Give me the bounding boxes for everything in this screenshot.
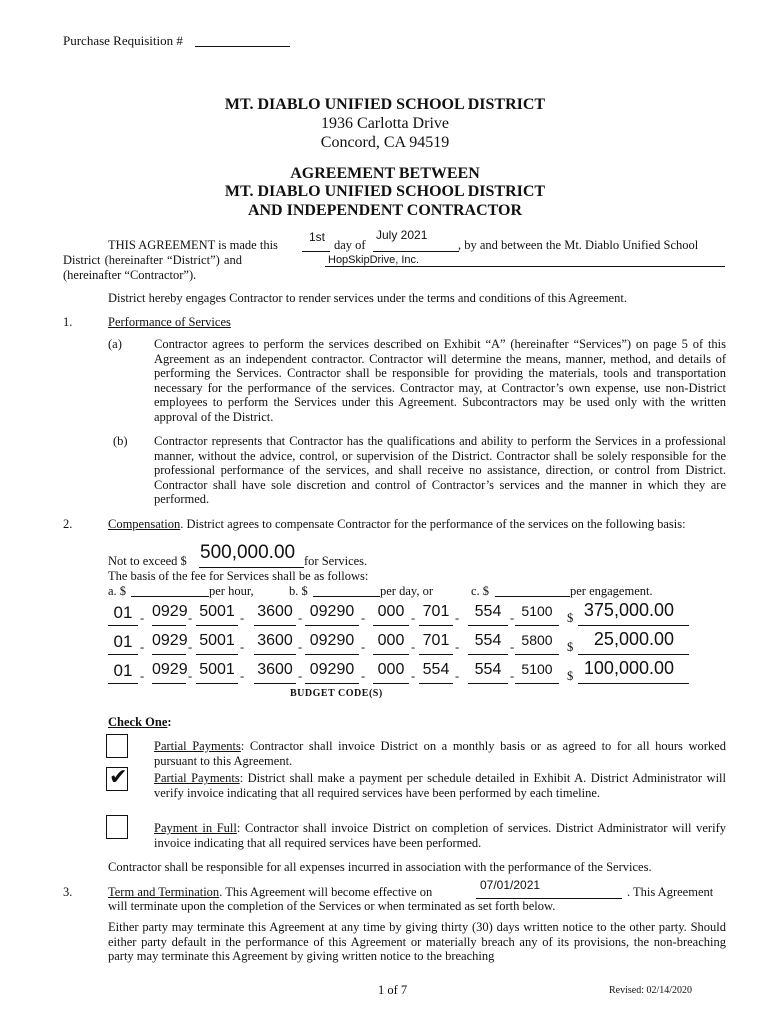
option-c-suffix: per engagement. <box>570 584 653 598</box>
budget-code-segment[interactable]: 3600 <box>257 603 293 620</box>
budget-separator: - <box>188 669 193 683</box>
section1a-text: Contractor agrees to perform the services described on Exhibit “A” (hereinafter “Services”) on page 5 of this Agreement as an independent contractor. Contractor will determine the means, manner, method, and details of performing the Services. Contractor shall be responsible for providing the materials, tools and transportation necessary for the performance of the services. Contractor may, at Contractor’s own expense, use non-District employees to perform the Services under this Agreement. Subcontractors may be used only with the written approval of the District. <box>154 337 726 424</box>
budget-code-segment[interactable]: 5100 <box>521 603 553 619</box>
budget-segment-line <box>305 683 359 684</box>
budget-segment-line <box>419 683 453 684</box>
budget-segment-line <box>254 654 296 655</box>
checkmark-icon: ✔ <box>109 765 128 790</box>
section1-heading: Performance of Services <box>108 315 231 329</box>
budget-segment-line <box>419 625 453 626</box>
budget-code-segment[interactable]: 701 <box>422 603 450 620</box>
budget-code-segment[interactable]: 0929 <box>152 661 188 678</box>
budget-code-segment[interactable]: 3600 <box>257 661 293 678</box>
section3-text-4: Either party may terminate this Agreement at any time by giving thirty (30) days written notice to the other party. Should either party default in the performance of this Agreement or materially breach any of its provisions, the non-breaching party may terminate this Agreement by giving written notice to the breaching <box>108 920 726 963</box>
budget-segment-line <box>468 683 508 684</box>
budget-code-segment[interactable]: 01 <box>113 603 133 622</box>
dollar-sign: $ <box>567 669 574 683</box>
budget-segment-line <box>305 654 359 655</box>
budget-segment-line <box>305 625 359 626</box>
budget-code-segment[interactable]: 01 <box>113 632 133 651</box>
intro-text-4: District (hereinafter “District”) and <box>63 253 242 267</box>
budget-separator: - <box>510 640 515 654</box>
day-field-line <box>302 251 330 252</box>
expenses-text: Contractor shall be responsible for all expenses incurred in association with the performance of the Services. <box>108 860 652 874</box>
budget-separator: - <box>510 611 515 625</box>
option3-text: : Contractor shall invoice District on completion of services. District Administrator will verify invoice indicating that all required services have been performed. <box>154 821 726 850</box>
checkbox-monthly-invoice[interactable] <box>106 734 128 758</box>
budget-segment-line <box>515 654 559 655</box>
intro-text-3: , by and between the Mt. Diablo Unified School <box>458 238 699 252</box>
budget-code-segment[interactable]: 5800 <box>521 632 553 648</box>
budget-separator: - <box>140 669 145 683</box>
budget-segment-line <box>196 683 238 684</box>
budget-code-segment[interactable]: 09290 <box>309 661 355 678</box>
per-day-field[interactable] <box>313 596 380 597</box>
section2-intro <box>108 517 726 532</box>
engage-text: District hereby engages Contractor to render services under the terms and conditions of this Agreement. <box>108 291 627 305</box>
page-number: 1 of 7 <box>378 983 408 997</box>
section3-line1 <box>108 885 432 900</box>
budget-code-segment[interactable]: 000 <box>377 632 405 649</box>
budget-separator: - <box>298 669 303 683</box>
budget-code-segment[interactable]: 01 <box>113 661 133 680</box>
budget-segment-line <box>196 654 238 655</box>
budget-code-segment[interactable]: 554 <box>474 661 502 678</box>
option-b-suffix: per day, or <box>380 584 433 598</box>
budget-segment-line <box>152 625 186 626</box>
budget-segment-line <box>152 683 186 684</box>
budget-segment-line <box>373 683 409 684</box>
check-one-label <box>108 715 172 730</box>
day-field[interactable]: 1st <box>309 230 326 244</box>
fee-basis-text: The basis of the fee for Services shall be as follows: <box>108 569 369 583</box>
checkbox-payment-in-full[interactable] <box>106 815 128 839</box>
budget-code-segment[interactable]: 0929 <box>152 632 188 649</box>
section1-number: 1. <box>63 315 73 329</box>
option-monthly-invoice <box>154 739 726 768</box>
budget-separator: - <box>411 669 416 683</box>
budget-code-label: BUDGET CODE(S) <box>290 688 383 699</box>
budget-segment-line <box>468 625 508 626</box>
budget-separator: - <box>188 640 193 654</box>
month-field-line <box>373 251 459 252</box>
budget-segment-line <box>254 625 296 626</box>
budget-amount-line <box>578 625 689 626</box>
budget-separator: - <box>510 669 515 683</box>
section2-text: . District agrees to compensate Contractor for the performance of the services on the following basis: <box>180 517 686 531</box>
district-address-line2: Concord, CA 94519 <box>320 134 450 151</box>
budget-amount-field[interactable]: 100,000.00 <box>583 658 674 678</box>
section2-number: 2. <box>63 517 73 531</box>
dollar-sign: $ <box>567 640 574 654</box>
budget-code-segment[interactable]: 3600 <box>257 632 293 649</box>
purchase-req-field[interactable] <box>195 46 290 47</box>
option-a-label: a. $ <box>108 584 127 598</box>
budget-segment-line <box>152 654 186 655</box>
option2-heading: Partial Payments <box>154 771 240 785</box>
budget-separator: - <box>240 669 245 683</box>
budget-segment-line <box>196 625 238 626</box>
option1-text: : Contractor shall invoice District on a monthly basis or as agreed to for all hours worked pursuant to this Agreement. <box>154 739 726 768</box>
budget-separator: - <box>298 640 303 654</box>
section1b-label: (b) <box>113 434 128 448</box>
budget-separator: - <box>361 611 366 625</box>
budget-segment-line <box>108 683 138 684</box>
agreement-title-3: AND INDEPENDENT CONTRACTOR <box>247 202 523 219</box>
option-payment-in-full <box>154 821 726 850</box>
budget-code-segment[interactable]: 701 <box>422 632 450 649</box>
agreement-title-2: MT. DIABLO UNIFIED SCHOOL DISTRICT <box>224 183 546 200</box>
dollar-sign: $ <box>567 611 574 625</box>
option3-heading: Payment in Full <box>154 821 237 835</box>
checkbox-schedule-payment[interactable] <box>106 767 128 791</box>
agreement-title-1: AGREEMENT BETWEEN <box>290 165 480 182</box>
budget-separator: - <box>240 640 245 654</box>
nte-line <box>199 567 304 568</box>
budget-code-segment[interactable]: 5100 <box>521 661 553 677</box>
budget-code-segment[interactable]: 000 <box>377 661 405 678</box>
intro-text-2: day of <box>334 238 366 252</box>
month-year-field[interactable]: July 2021 <box>376 228 428 242</box>
section3-number: 3. <box>63 885 73 899</box>
check-one-colon: : <box>167 715 172 729</box>
option2-text: : District shall make a payment per schedule detailed in Exhibit A. District Administrator will verify invoice indicating that all required services have been performed by each timeline. <box>154 771 726 800</box>
contractor-field-line <box>325 266 725 267</box>
purchase-req-label: Purchase Requisition # <box>63 33 183 48</box>
budget-amount-line <box>578 683 689 684</box>
budget-separator: - <box>455 640 460 654</box>
budget-separator: - <box>455 611 460 625</box>
budget-segment-line <box>515 683 559 684</box>
budget-code-segment[interactable]: 0929 <box>152 603 188 620</box>
budget-code-segment[interactable]: 554 <box>422 661 450 678</box>
budget-separator: - <box>240 611 245 625</box>
budget-separator: - <box>140 640 145 654</box>
budget-segment-line <box>515 625 559 626</box>
budget-code-segment[interactable]: 554 <box>474 603 502 620</box>
budget-segment-line <box>419 654 453 655</box>
option1-heading: Partial Payments <box>154 739 241 753</box>
nte-suffix: for Services. <box>304 554 368 568</box>
section1a-label: (a) <box>108 337 122 351</box>
district-address-line1: 1936 Carlotta Drive <box>321 115 449 132</box>
budget-code-segment[interactable]: 5001 <box>199 632 235 649</box>
nte-label: Not to exceed $ <box>108 554 187 568</box>
budget-segment-line <box>373 654 409 655</box>
budget-separator: - <box>411 611 416 625</box>
budget-amount-field[interactable]: 375,000.00 <box>583 600 674 620</box>
budget-segment-line <box>373 625 409 626</box>
budget-segment-line <box>254 683 296 684</box>
option-c-label: c. $ <box>471 584 490 598</box>
budget-segment-line <box>108 625 138 626</box>
section3-text-3: will terminate upon the completion of the Services or when terminated as set forth below. <box>108 899 556 913</box>
budget-separator: - <box>411 640 416 654</box>
budget-code-segment[interactable]: 5001 <box>199 603 235 620</box>
intro-text-1: THIS AGREEMENT is made this <box>108 238 278 252</box>
budget-code-segment[interactable]: 09290 <box>309 603 355 620</box>
budget-code-segment[interactable]: 5001 <box>199 661 235 678</box>
per-engagement-field[interactable] <box>495 596 570 597</box>
budget-separator: - <box>361 640 366 654</box>
budget-separator: - <box>361 669 366 683</box>
section3-heading: Term and Termination <box>108 885 220 899</box>
budget-code-segment[interactable]: 554 <box>474 632 502 649</box>
budget-separator: - <box>140 611 145 625</box>
budget-separator: - <box>298 611 303 625</box>
section3-text-1: . This Agreement will become effective on <box>219 885 433 899</box>
budget-separator: - <box>455 669 460 683</box>
nte-amount-field[interactable]: 500,000.00 <box>200 542 296 563</box>
option-schedule-payment <box>154 771 726 800</box>
budget-amount-field[interactable]: 25,000.00 <box>593 629 674 649</box>
budget-code-segment[interactable]: 09290 <box>309 632 355 649</box>
budget-separator: - <box>188 611 193 625</box>
contractor-name-field[interactable]: HopSkipDrive, Inc. <box>328 254 420 266</box>
option-b-label: b. $ <box>289 584 308 598</box>
section1b-text: Contractor represents that Contractor has the qualifications and ability to perform the Services in a professional manner, without the advice, control, or supervision of the District. Contractor shall be solely responsible for the professional performance of the services, and shall receive no assistance, direction, or control from District. Contractor shall have sole discretion and control of Contractor’s services and the manner in which they are performed. <box>154 434 726 506</box>
budget-segment-line <box>468 654 508 655</box>
intro-text-5: (hereinafter “Contractor”). <box>63 268 197 282</box>
budget-amount-line <box>578 654 689 655</box>
revised-date: Revised: 02/14/2020 <box>609 985 693 996</box>
budget-code-segment[interactable]: 000 <box>377 603 405 620</box>
budget-segment-line <box>108 654 138 655</box>
effective-date-field[interactable]: 07/01/2021 <box>480 878 541 892</box>
per-hour-field[interactable] <box>131 596 209 597</box>
check-one-heading: Check One <box>108 715 168 729</box>
section3-text-2: . This Agreement <box>627 885 714 899</box>
option-a-suffix: per hour, <box>209 584 254 598</box>
district-title: MT. DIABLO UNIFIED SCHOOL DISTRICT <box>224 96 546 113</box>
section2-heading: Compensation <box>108 517 181 531</box>
